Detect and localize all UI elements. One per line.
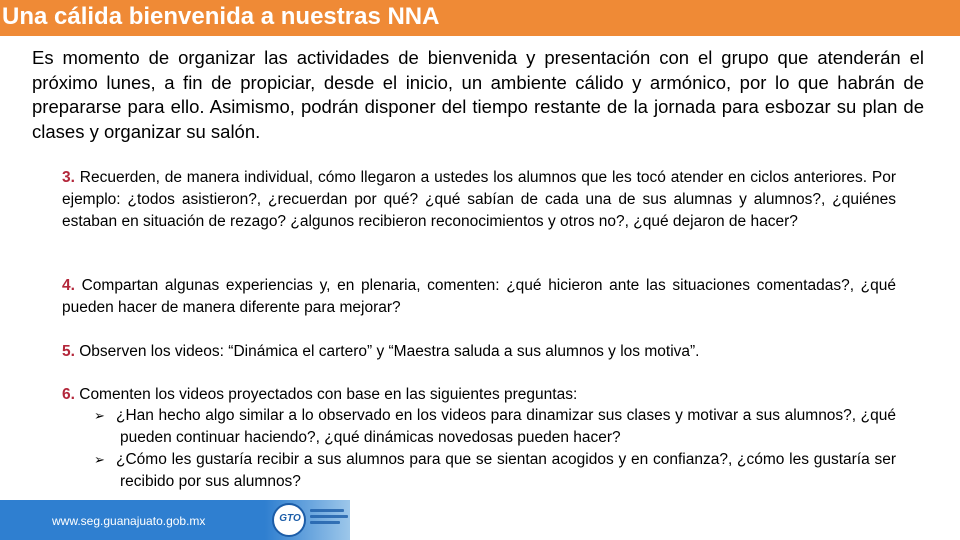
page-title: Una cálida bienvenida a nuestras NNA	[2, 3, 440, 30]
item-number: 3.	[62, 169, 75, 186]
bullet-item	[62, 449, 896, 493]
logo-tagline-graphic	[310, 509, 348, 527]
title-bar	[0, 0, 960, 36]
bullet-text: ¿Han hecho algo similar a lo observado en los videos para dinamizar sus clases y motivar a sus alumnos?, ¿qué pueden continuar haciendo?, ¿qué dinámicas novedosas pueden hacer?	[116, 407, 896, 446]
item-text: Observen los videos: “Dinámica el cartero” y “Maestra saluda a sus alumnos y los motiva”.	[74, 343, 700, 360]
gto-logo-text: GTO	[279, 513, 301, 524]
arrow-bullet-icon: ➢	[94, 452, 105, 467]
bullet-item	[62, 405, 896, 449]
arrow-bullet-icon: ➢	[94, 408, 105, 423]
intro-paragraph: Es momento de organizar las actividades de bienvenida y presentación con el grupo que atenderán el próximo lunes, a fin de propiciar, desde el inicio, un ambiente cálido y armónico, por lo que habrán de prepararse para ello. Asimismo, podrán disponer del tiempo restante de la jornada para esbozar su plan de clases y organizar su salón.	[32, 47, 924, 142]
list-item	[62, 275, 896, 319]
item-text: Compartan algunas experiencias y, en plenaria, comenten: ¿qué hicieron ante las situaciones comentadas?, ¿qué pueden hacer de manera diferente para mejorar?	[62, 277, 896, 316]
list-item	[62, 167, 896, 233]
list-item	[62, 384, 896, 406]
footer-bar	[0, 500, 265, 540]
item-number: 5.	[62, 343, 75, 360]
item-number: 4.	[62, 277, 75, 294]
list-item	[62, 341, 896, 363]
bullet-text: ¿Cómo les gustaría recibir a sus alumnos para que se sientan acogidos y en confianza?, ¿cómo les gustaría ser recibido por sus alumnos?	[116, 451, 896, 490]
item-number: 6.	[62, 386, 75, 403]
item-text: Comenten los videos proyectados con base en las siguientes preguntas:	[74, 386, 578, 403]
item-text: Recuerden, de manera individual, cómo llegaron a ustedes los alumnos que les tocó atender en ciclos anteriores. Por ejemplo: ¿todos asistieron?, ¿recuerdan por qué? ¿qué sabían de cada una de sus alumnas y alumnos?, ¿quiénes estaban en situación de rezago? ¿algunos recibieron reconocimientos y otros no?, ¿qué dejaron de hacer?	[62, 169, 896, 230]
footer-url-link[interactable]: www.seg.guanajuato.gob.mx	[52, 514, 206, 528]
